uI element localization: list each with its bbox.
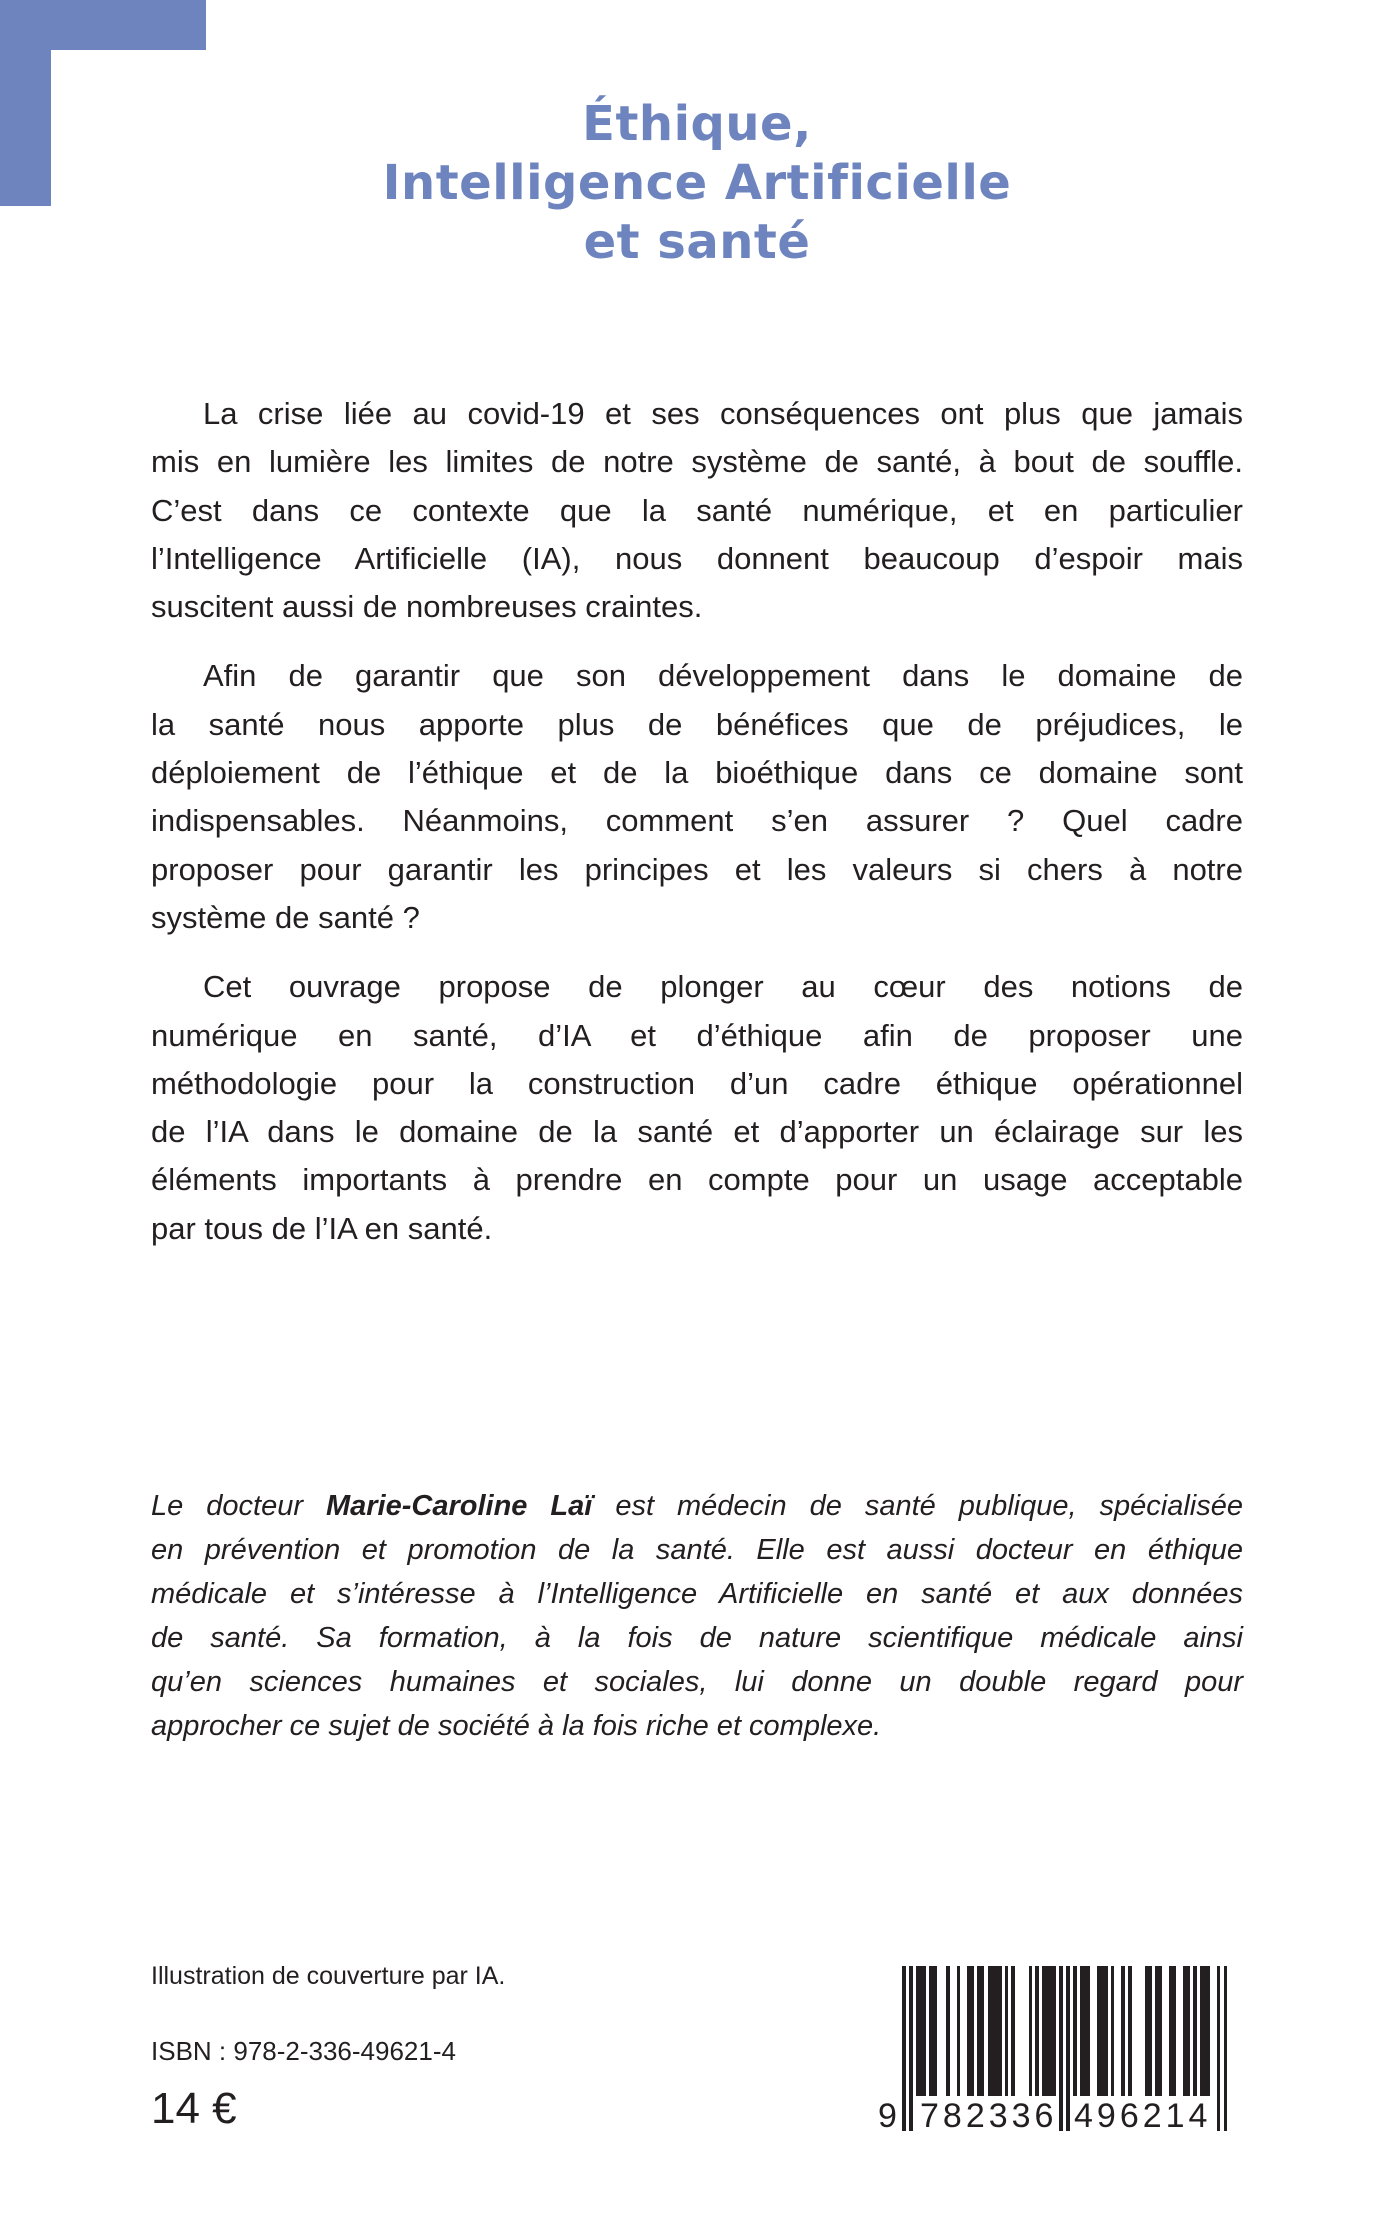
summary-line: La crise liée au covid-19 et ses conséquences ont plus que jamais xyxy=(203,396,1243,431)
bio-text: est médecin de santé publique, spécialisée xyxy=(592,1490,1243,1522)
barcode-bar xyxy=(1087,1966,1091,2096)
author-name: Marie-Caroline Laï xyxy=(325,1490,593,1522)
bio-line: approcher ce sujet de société à la fois riche et complexe. xyxy=(151,1710,882,1742)
barcode-bar xyxy=(902,1966,906,2131)
barcode-bar xyxy=(1172,1966,1176,2096)
illustration-credit: Illustration de couverture par IA. xyxy=(151,1962,506,1990)
barcode-bar xyxy=(1159,1966,1163,2096)
barcode-bar xyxy=(1029,1966,1033,2096)
summary-paragraph xyxy=(151,963,1243,1253)
book-title xyxy=(300,95,1094,272)
barcode-bar xyxy=(1193,1966,1197,2096)
barcode-bar xyxy=(957,1966,961,2096)
summary-line: C’est dans ce contexte que la santé numérique, et en particulier xyxy=(151,492,1243,528)
decorative-corner-strip xyxy=(0,0,51,206)
isbn: ISBN : 978-2-336-49621-4 xyxy=(151,2036,456,2066)
barcode-bar xyxy=(1053,1966,1057,2096)
bio-line: de santé. Sa formation, à la fois de nature scientifique médicale ainsi xyxy=(151,1622,1243,1654)
summary-line: proposer pour garantir les principes et les valeurs si chers à notre xyxy=(151,851,1243,887)
barcode-bar xyxy=(1217,1966,1221,2131)
barcode-bar xyxy=(1206,1966,1210,2096)
author-bio xyxy=(151,1484,1243,1748)
summary-line: éléments importants à prendre en compte pour un usage acceptable xyxy=(151,1162,1243,1198)
barcode-bar xyxy=(1148,1966,1152,2096)
summary-line: Afin de garantir que son développement dans le domaine de xyxy=(203,658,1243,694)
barcode-left-digits: 782336 xyxy=(920,2097,1058,2135)
barcode-bar xyxy=(981,1966,985,2096)
barcode-bar xyxy=(998,1966,1002,2096)
summary-line: méthodologie pour la construction d’un cadre éthique opérationnel xyxy=(151,1065,1243,1101)
summary-line: l’Intelligence Artificielle (IA), nous donnent beaucoup d’espoir mais xyxy=(151,540,1243,576)
summary-line: de l’IA dans le domaine de la santé et d’apporter un éclairage sur les xyxy=(151,1114,1243,1150)
barcode-bar xyxy=(1011,1966,1015,2096)
barcode-bar xyxy=(1073,1966,1077,2096)
book-summary xyxy=(151,390,1243,1274)
barcode-bar xyxy=(970,1966,974,2096)
barcode-bar xyxy=(1128,1966,1132,2096)
barcode xyxy=(878,1966,1238,2136)
title-line: Intelligence Artificielle xyxy=(382,155,1012,211)
summary-line: la santé nous apporte plus de bénéfices que de préjudices, le xyxy=(151,706,1243,742)
summary-line: par tous de l’IA en santé. xyxy=(151,1210,493,1246)
barcode-bar xyxy=(923,1966,927,2096)
summary-line: indispensables. Néanmoins, comment s’en assurer ? Quel cadre xyxy=(151,803,1243,839)
barcode-bar xyxy=(946,1966,950,2096)
title-line: Éthique, xyxy=(582,96,812,152)
summary-line: système de santé ? xyxy=(151,899,420,935)
summary-line: suscitent aussi de nombreuses craintes. xyxy=(151,589,703,625)
bio-line xyxy=(151,1484,1243,1528)
summary-line: Cet ouvrage propose de plonger au cœur des notions de xyxy=(203,969,1243,1005)
barcode-bar xyxy=(1059,1966,1063,2131)
summary-line: numérique en santé, d’IA et d’éthique afin de proposer une xyxy=(151,1017,1243,1053)
barcode-first-digit: 9 xyxy=(878,2097,897,2135)
summary-line: déploiement de l’éthique et de la bioéthique dans ce domaine sont xyxy=(151,755,1243,791)
barcode-bar xyxy=(909,1966,913,2131)
barcode-bar xyxy=(1121,1966,1125,2096)
barcode-bar xyxy=(1035,1966,1039,2096)
bio-line: médicale et s’intéresse à l’Intelligence Artificielle en santé et aux données xyxy=(151,1578,1243,1610)
title-line: et santé xyxy=(583,214,811,270)
barcode-bar xyxy=(1186,1966,1190,2096)
barcode-bar xyxy=(1066,1966,1070,2131)
barcode-bar xyxy=(1104,1966,1108,2096)
barcode-bar xyxy=(1005,1966,1009,2096)
barcode-right-digits: 496214 xyxy=(1074,2097,1212,2135)
summary-paragraph xyxy=(151,652,1243,942)
summary-paragraph xyxy=(151,390,1243,631)
bio-prefix: Le docteur xyxy=(151,1490,326,1522)
barcode-bar xyxy=(1224,1966,1228,2131)
price: 14 € xyxy=(151,2084,237,2133)
bio-line: qu’en sciences humaines et sociales, lui donne un double regard pour xyxy=(151,1666,1243,1698)
barcode-bar xyxy=(933,1966,937,2096)
barcode-bar xyxy=(1111,1966,1115,2096)
summary-line: mis en lumière les limites de notre système de santé, à bout de souffle. xyxy=(151,444,1243,480)
bio-line: en prévention et promotion de la santé. Elle est aussi docteur en éthique xyxy=(151,1534,1243,1566)
